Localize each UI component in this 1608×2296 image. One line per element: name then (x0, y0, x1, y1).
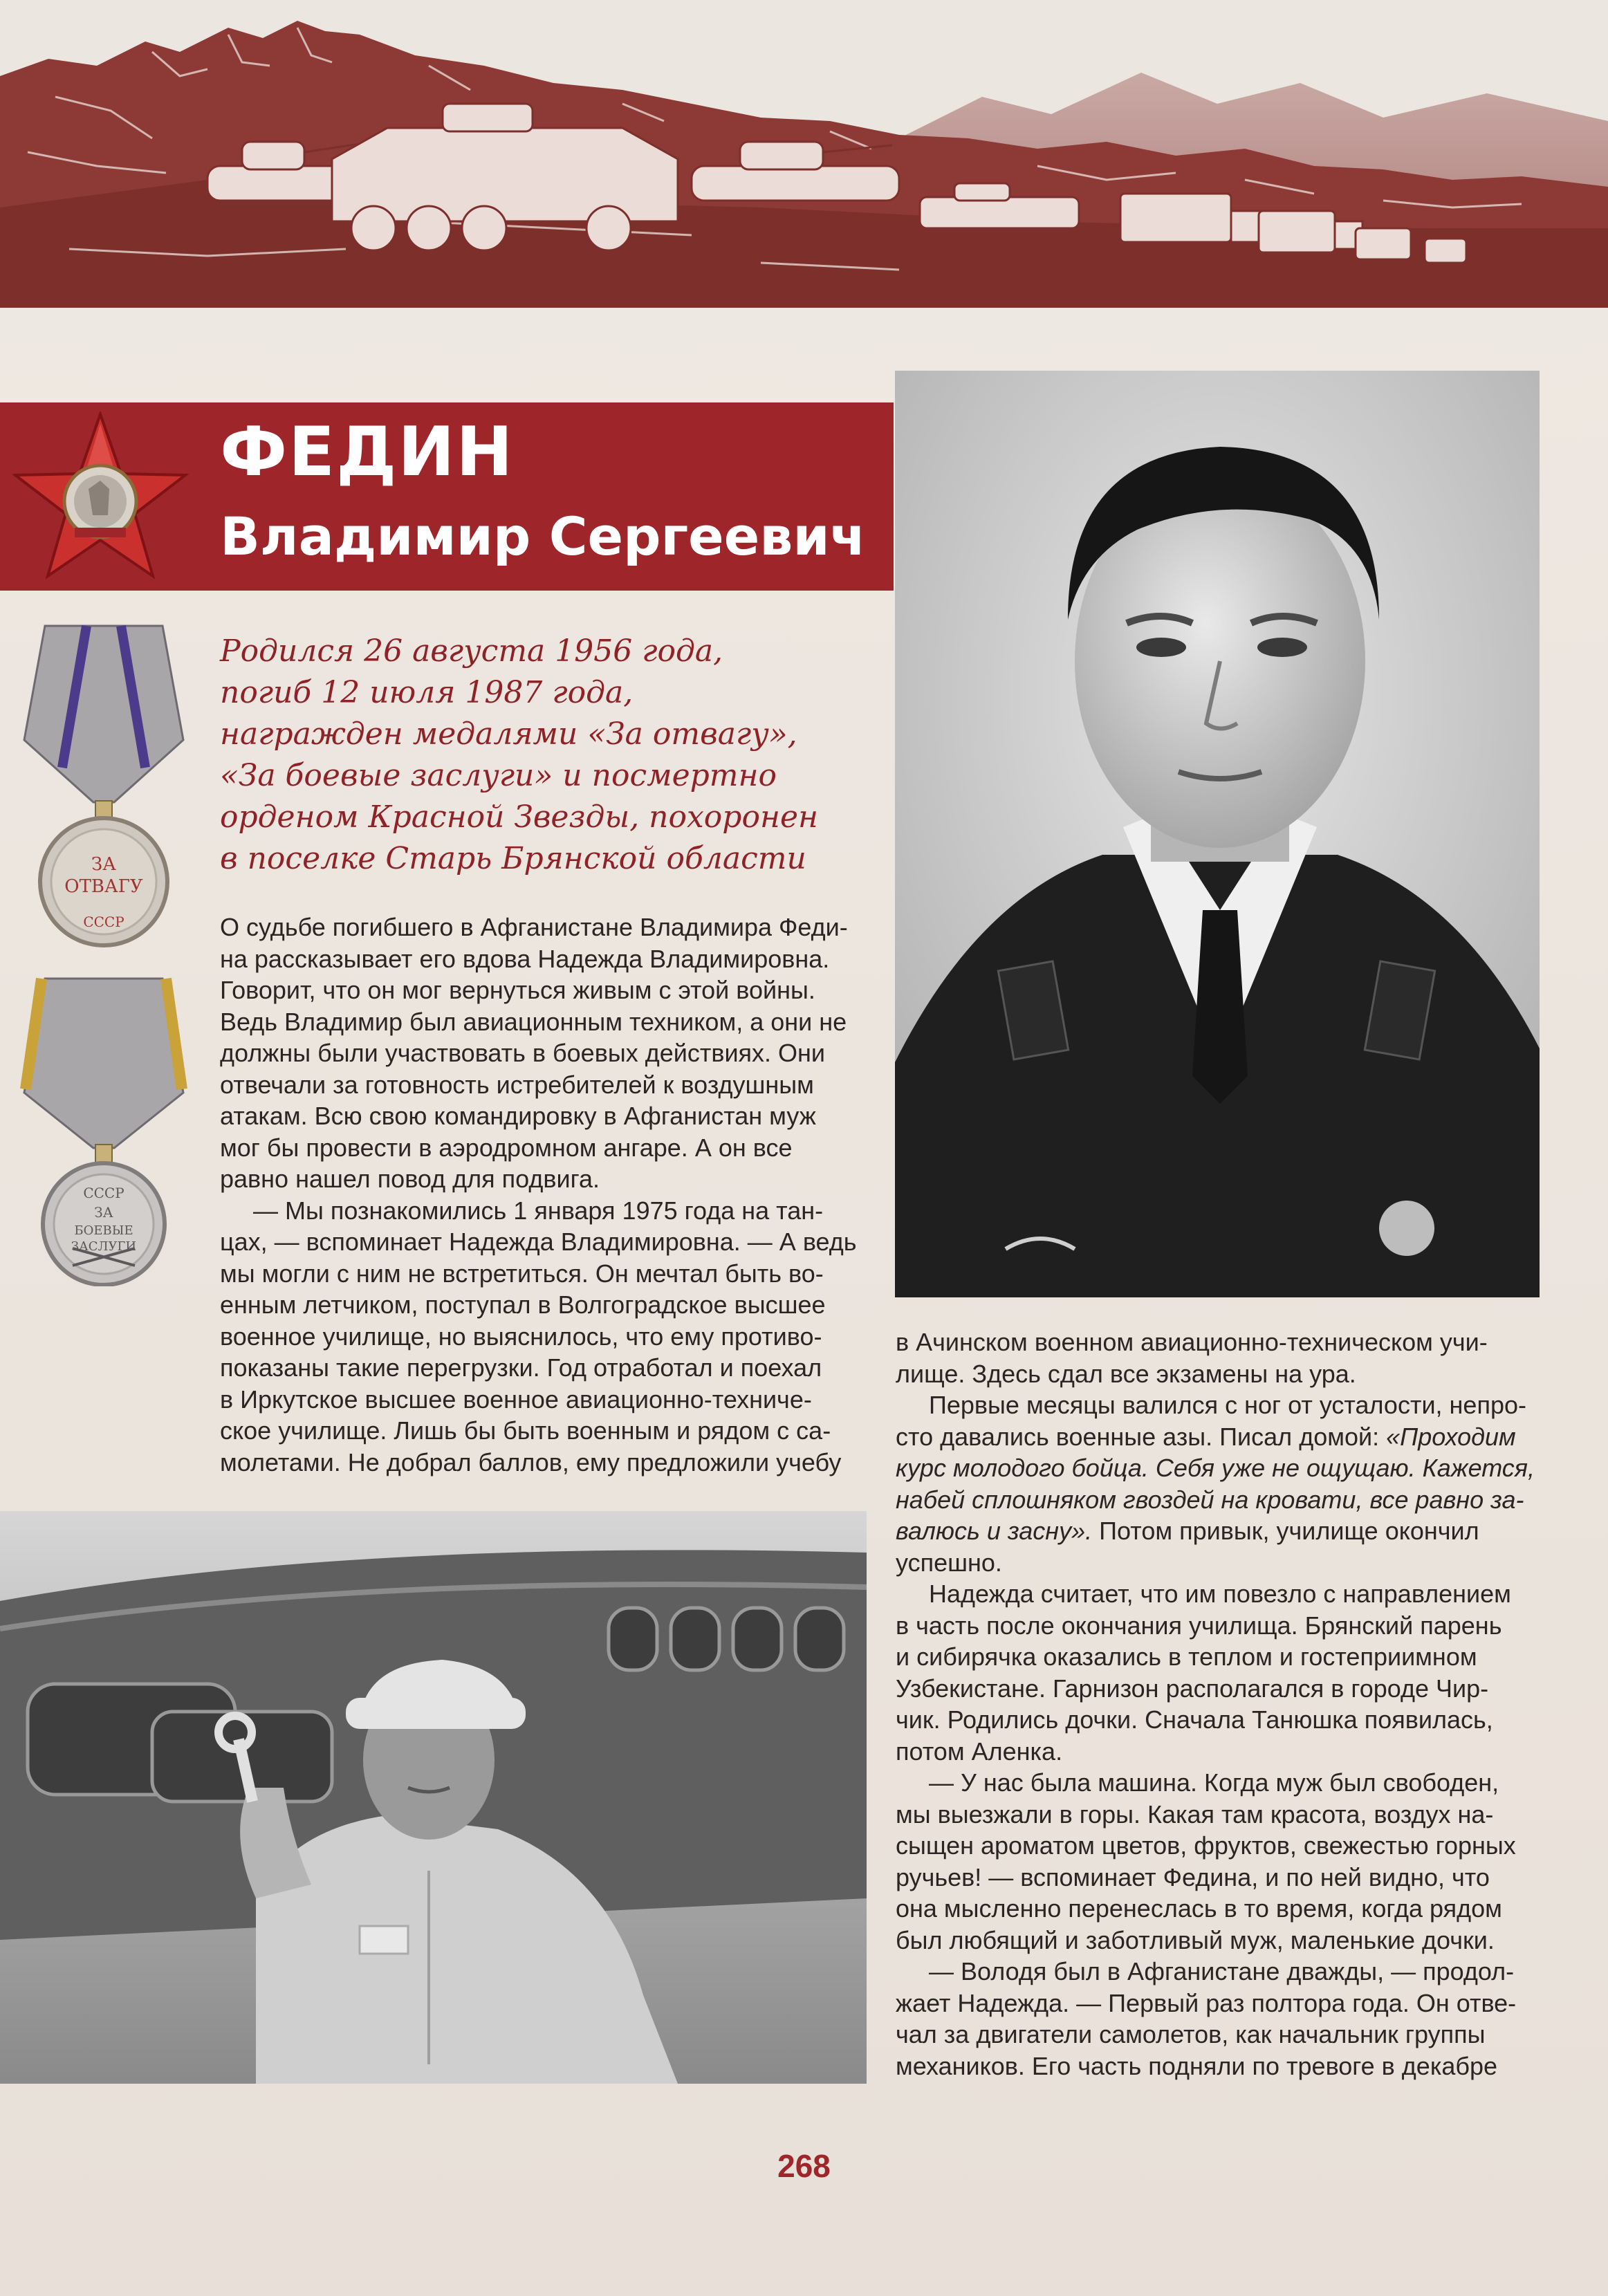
medal-courage-text-2: ОТВАГУ (64, 876, 143, 897)
text-line: молетами. Не добрал баллов, ему предложили учебу (220, 1447, 842, 1476)
text-span: сто давались военные азы. Писал домой: (896, 1422, 1387, 1451)
intro-line: награжден медалями «За отвагу», (220, 716, 797, 752)
intro-line: орденом Красной Звезды, похоронен (220, 799, 818, 835)
medal-for-military-merit-icon (17, 975, 190, 1286)
medal-merit-text-1: СССР (83, 1185, 124, 1201)
text-line: ручьев! — вспоминает Федина, и по ней видно, что (896, 1862, 1490, 1891)
person-first-and-patronymic: Владимир Сергеевич (220, 506, 866, 567)
text-line: равно нашел повод для подвига. (220, 1165, 600, 1193)
order-red-star-icon (12, 411, 189, 581)
text-line: цах, — вспоминает Надежда Владимировна. — А ведь (220, 1228, 857, 1256)
text-line: отвечали за готовность истребителей к воздушным (220, 1070, 814, 1099)
text-line (896, 1421, 1546, 1453)
text-line (896, 1515, 1546, 1547)
letter-quote: «Проходим (1386, 1422, 1516, 1451)
text-line: в часть после окончания училища. Брянский парень (896, 1611, 1502, 1640)
text-line: — У нас была машина. Когда муж был свободен, (929, 1768, 1499, 1797)
text-line: должны были участвовать в боевых действиях. Они (220, 1039, 826, 1067)
header-mountain-convoy-illustration (0, 0, 1608, 308)
text-line: Надежда считает, что им повезло с направлением (929, 1580, 1511, 1608)
body-text-column-right (896, 1326, 1546, 2082)
text-line: чал за двигатели самолетов, как начальник группы (896, 2020, 1486, 2048)
text-line: мог бы провести в аэродромном ангаре. А он все (220, 1133, 793, 1162)
medal-merit-text-3: БОЕВЫЕ (74, 1223, 133, 1238)
text-line: показаны такие перегрузки. Год отработал и поехал (220, 1353, 822, 1382)
text-line: Узбекистане. Гарнизон располагался в городе Чир- (896, 1674, 1489, 1703)
text-line: на рассказывает его вдова Надежда Владимировна. (220, 944, 830, 973)
text-line: Ведь Владимир был авиационным техником, а они не (220, 1007, 847, 1036)
letter-quote: валюсь и засну». (896, 1517, 1093, 1545)
text-line: Говорит, что он мог вернуться живым с этой войны. (220, 976, 815, 1004)
page-number: 268 (777, 2148, 831, 2184)
medal-merit-text-2: ЗА (94, 1204, 113, 1221)
body-text-column-left (220, 911, 870, 1478)
technician-with-aircraft-photo (0, 1511, 867, 2084)
text-line: механиков. Его часть подняли по тревоге в декабре (896, 2051, 1498, 2080)
text-line: атакам. Всю свою командировку в Афганистан муж (220, 1102, 816, 1130)
letter-quote: курс молодого бойца. Себя уже не ощущаю. Кажется, (896, 1454, 1535, 1482)
portrait-photo (895, 371, 1540, 1297)
intro-summary (220, 631, 884, 880)
intro-line: в поселке Старь Брянской области (220, 841, 806, 876)
person-surname: ФЕДИН (220, 413, 515, 492)
medal-for-courage-icon (17, 622, 190, 947)
text-line: енным летчиком, поступал в Волгоградское высшее (220, 1290, 826, 1319)
text-line: она мысленно перенеслась в то время, когда рядом (896, 1894, 1502, 1923)
text-line: и сибирячка оказались в теплом и гостеприимном (896, 1642, 1477, 1671)
medal-merit-text-4: ЗАСЛУГИ (71, 1239, 137, 1254)
intro-line: погиб 12 июля 1987 года, (220, 675, 634, 710)
text-line: в Иркутское высшее военное авиационно-техниче- (220, 1385, 812, 1414)
medal-courage-text-3: СССР (83, 914, 124, 930)
text-line: в Ачинском военном авиационно-техническом учи- (896, 1328, 1488, 1356)
text-line: был любящий и заботливый муж, маленькие дочки. (896, 1925, 1495, 1954)
text-line: — Володя был в Афганистане дважды, — продол- (929, 1957, 1515, 1985)
text-line: лище. Здесь сдал все экзамены на ура. (896, 1359, 1356, 1388)
text-line: сыщен ароматом цветов, фруктов, свежестью горных (896, 1831, 1516, 1860)
text-line: Первые месяцы валился с ног от усталости, непро- (929, 1391, 1526, 1419)
text-line: мы выезжали в горы. Какая там красота, воздух на- (896, 1799, 1494, 1829)
text-span: Потом привык, училище окончил (1092, 1517, 1479, 1545)
medal-courage-text-1: ЗА (91, 854, 116, 875)
text-line (896, 1452, 1546, 1484)
intro-line: Родился 26 августа 1956 года, (220, 633, 723, 669)
text-line: ское училище. Лишь бы быть военным и рядом с са- (220, 1416, 831, 1445)
text-line: О судьбе погибшего в Афганистане Владимира Феди- (220, 913, 848, 941)
text-line: успешно. (896, 1548, 1002, 1577)
text-line: чик. Родились дочки. Сначала Танюшка появилась, (896, 1705, 1493, 1734)
text-line: — Мы познакомились 1 января 1975 года на тан- (253, 1196, 824, 1225)
text-line: жает Надежда. — Первый раз полтора года. Он отве- (896, 1988, 1517, 2017)
text-line: мы могли с ним не встретиться. Он мечтал быть во- (220, 1259, 824, 1288)
intro-line: «За боевые заслуги» и посмертно (220, 758, 777, 793)
letter-quote: набей сплошняком гвоздей на кровати, все равно за- (896, 1485, 1524, 1514)
text-line (896, 1484, 1546, 1516)
text-line: потом Аленка. (896, 1737, 1063, 1766)
text-line: военное училище, но выяснилось, что ему противо- (220, 1322, 822, 1351)
